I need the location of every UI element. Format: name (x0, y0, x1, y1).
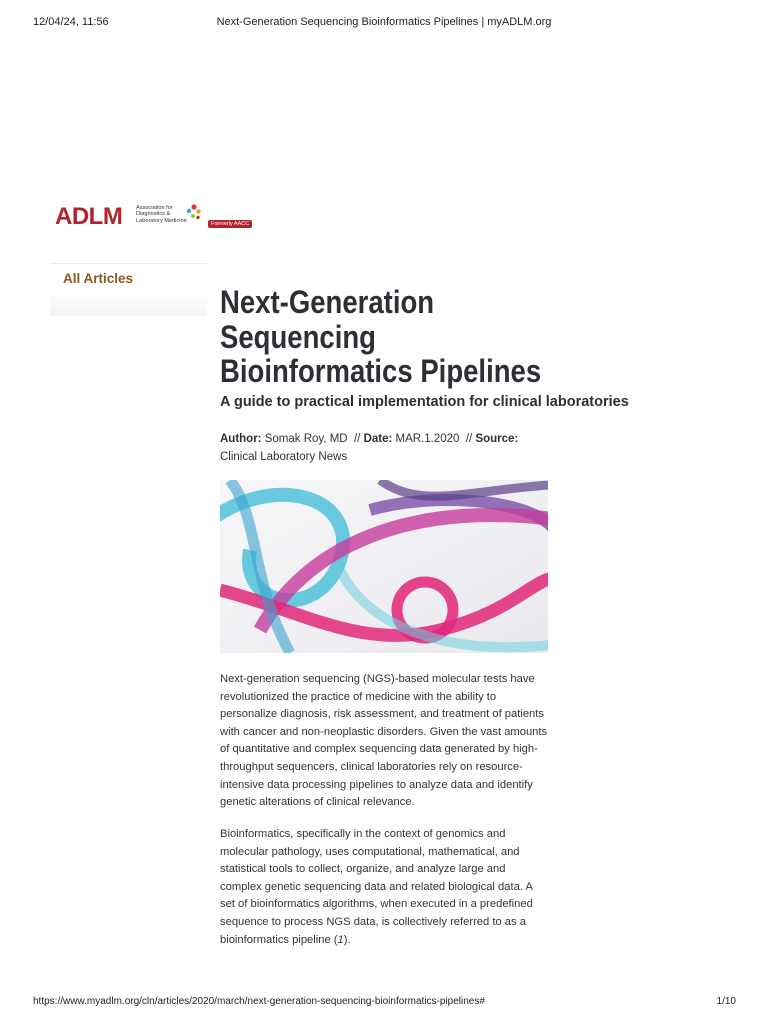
logo-subtitle-line: Laboratory Medicine (136, 217, 187, 224)
meta-separator: // (353, 433, 361, 445)
article-paragraph (220, 826, 550, 949)
date-label: Date: (363, 433, 393, 445)
title-line: Sequencing (220, 318, 376, 355)
article-meta (220, 431, 560, 466)
title-line: Bioinformatics Pipelines (220, 353, 542, 389)
sidebar (50, 263, 207, 316)
paragraph-text: ). (343, 933, 351, 946)
hero-image (220, 480, 548, 653)
logo-subtitle-line: Association for (136, 205, 173, 211)
logo-wordmark: ADLM (55, 203, 123, 230)
print-date: 12/04/24, 11:56 (33, 16, 109, 28)
logo-subtitle-line: Diagnostics & (136, 211, 171, 218)
title-line: Next-Generation (220, 284, 435, 320)
reference-link[interactable]: 1 (337, 933, 344, 946)
author-name: Somak Roy, MD (264, 433, 348, 445)
print-page-title: Next-Generation Sequencing Bioinformatics Pipelines | myADLM.org (216, 16, 552, 28)
adlm-logo[interactable] (55, 203, 265, 235)
source-label: Source: (475, 433, 519, 445)
article-paragraph: Next-generation sequencing (NGS)-based molecular tests have revolutionized the practice of medicine with the ability to personalize diagnosis, risk assessment, and treatment of patients with cancer and non-neoplastic disorders. Given the vast amounts of quantitative and complex sequencing data generated by high-throughput sequencers, clinical laboratories rely on resource-intensive data processing pipelines to analyze data and identify genetic alterations of clinical relevance. (220, 673, 548, 809)
formerly-aacc-badge: Formerly AACC (208, 220, 252, 228)
author-label: Author: (220, 433, 262, 445)
print-url: https://www.myadlm.org/cln/articles/2020/march/next-generation-sequencing-bioinformatics-pipelines# (33, 996, 485, 1007)
meta-separator: // (465, 433, 473, 445)
print-header (0, 16, 768, 30)
paragraph-text: Bioinformatics, specifically in the context of genomics and molecular pathology, uses computational, mathematical, and statistical tools to collect, organize, and analyze large and complex genetic sequencing data and related biological data. A set of bioinformatics algorithms, when executed in a predefined sequence to process NGS data, is collectively referred to as a bioinformatics pipeline ( (220, 828, 533, 946)
all-articles-link[interactable]: All Articles (63, 271, 134, 286)
article-subtitle: A guide to practical implementation for clinical laboratories (220, 394, 629, 410)
article-title (220, 285, 624, 389)
article-date: MAR.1.2020 (395, 433, 460, 445)
print-page-number: 1/10 (716, 996, 736, 1007)
article-source: Clinical Laboratory News (220, 450, 348, 463)
logo-dots-icon (185, 203, 203, 221)
